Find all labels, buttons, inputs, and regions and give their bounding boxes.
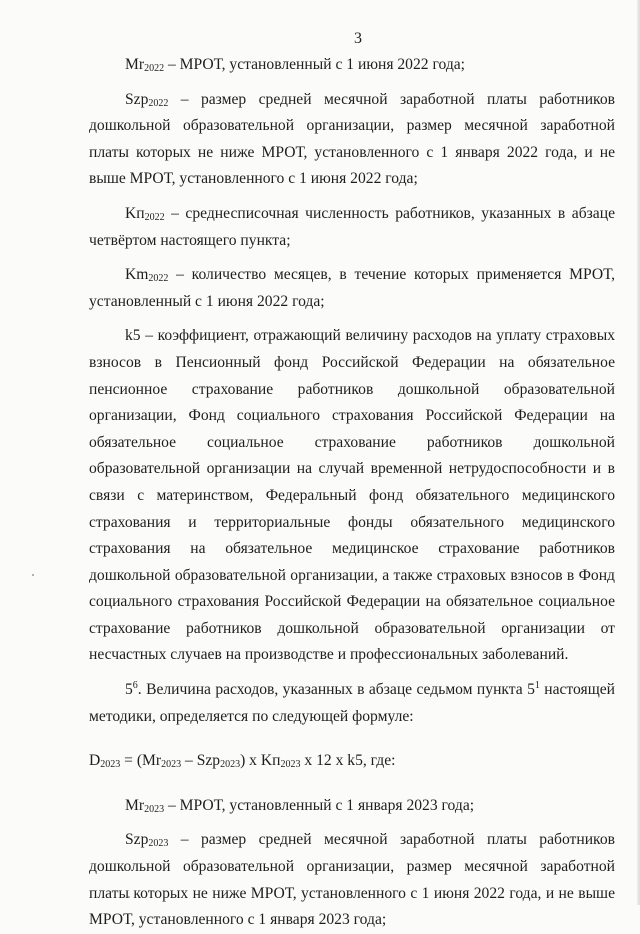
paragraph-mr2023 (89, 793, 615, 820)
symbol: Mr (125, 56, 145, 73)
paragraph-text-continued: настоящей методики, определяется по следующей формуле: (89, 681, 615, 725)
symbol-subscript: 2023 (148, 838, 169, 850)
symbol-subscript: 2022 (148, 273, 169, 285)
symbol: Szp (125, 90, 149, 108)
document-body (89, 52, 615, 934)
formula-part: x 12 x k5, где: (300, 752, 396, 770)
formula-d2023 (89, 748, 615, 775)
formula-subscript: 2023 (280, 759, 301, 771)
paragraph-text: – размер средней месячной заработной платы работников дошкольной образовательной организации, размер месячной заработной платы которых не ниже МРОТ, установленного с 1 января 2022 года, и не выше МРОТ, установленного с 1 июня 2022 года; (89, 90, 615, 188)
paragraph-text: – количество месяцев, в течение которых применяется МРОТ, установленный с 1 июня 2022 года; (89, 266, 615, 310)
paragraph-text: – размер средней месячной заработной платы работников дошкольной образовательной организации, размер месячной заработной платы которых не ниже МРОТ, установленного с 1 июня 2022 года, и не выше МРОТ, установленного с 1 января 2023 года; (89, 831, 615, 929)
paragraph-text: – среднесписочная численность работников, указанных в абзаце четвёртом настоящего пункта; (89, 204, 615, 249)
clause-number-superscript: 6 (132, 680, 138, 692)
symbol: Mr (125, 796, 145, 814)
symbol: Szp (125, 831, 149, 849)
symbol: Km (125, 266, 149, 284)
paragraph-text: – МРОТ, установленный с 1 июня 2022 года; (164, 56, 466, 73)
paragraph-kp2022 (89, 201, 615, 254)
paragraph-km2022 (89, 262, 615, 315)
page-number: 3 (354, 30, 362, 47)
reference-superscript: 1 (534, 680, 540, 692)
paragraph-szp2023 (89, 827, 615, 933)
paragraph-5-6 (89, 677, 615, 730)
symbol-subscript: 2022 (148, 97, 169, 109)
paragraph-mr2022 (89, 52, 615, 79)
paragraph-k5 (89, 323, 615, 669)
formula-part: = (Mr (120, 752, 162, 770)
symbol-subscript: 2022 (144, 63, 165, 74)
symbol-subscript: 2023 (144, 803, 165, 815)
formula-subscript: 2023 (161, 759, 182, 771)
clause-number: 5 (125, 681, 133, 699)
formula-subscript: 2023 (220, 759, 241, 771)
formula-d: D (89, 752, 101, 770)
paragraph-text: . Величина расходов, указанных в абзаце седьмом пункта 5 (137, 681, 535, 699)
formula-subscript: 2023 (100, 759, 121, 771)
scan-speck (32, 574, 34, 576)
formula-part: ) x Kп (240, 752, 281, 770)
paragraph-text: – МРОТ, установленный с 1 января 2023 года; (164, 796, 475, 814)
formula-part: – Szp (181, 752, 221, 770)
paragraph-szp2022 (89, 87, 615, 193)
paragraph-text: k5 – коэффициент, отражающий величину расходов на уплату страховых взносов в Пенсионный фонд Российской Федерации на обязательное пенсионное страхование работников дошкольной образовательной организации, Фонд социального страхования Российской Федерации на обязательное социальное страхование работников дошкольной образовательной организации на случай временной нетрудоспособности и в связи с материнством, Федеральный фонд обязательного медицинского страхования и территориальные фонды обязательного медицинского страхования на обязательное медицинское страхование работников дошкольной образовательной организации, а также страховых взносов в Фонд социального страхования Российской Федерации на обязательное социальное страхование работников дошкольной образовательной организации от несчастных случаев на производстве и профессиональных заболеваний. (89, 327, 615, 664)
symbol-subscript: 2022 (144, 211, 165, 223)
symbol: Kп (125, 204, 145, 222)
